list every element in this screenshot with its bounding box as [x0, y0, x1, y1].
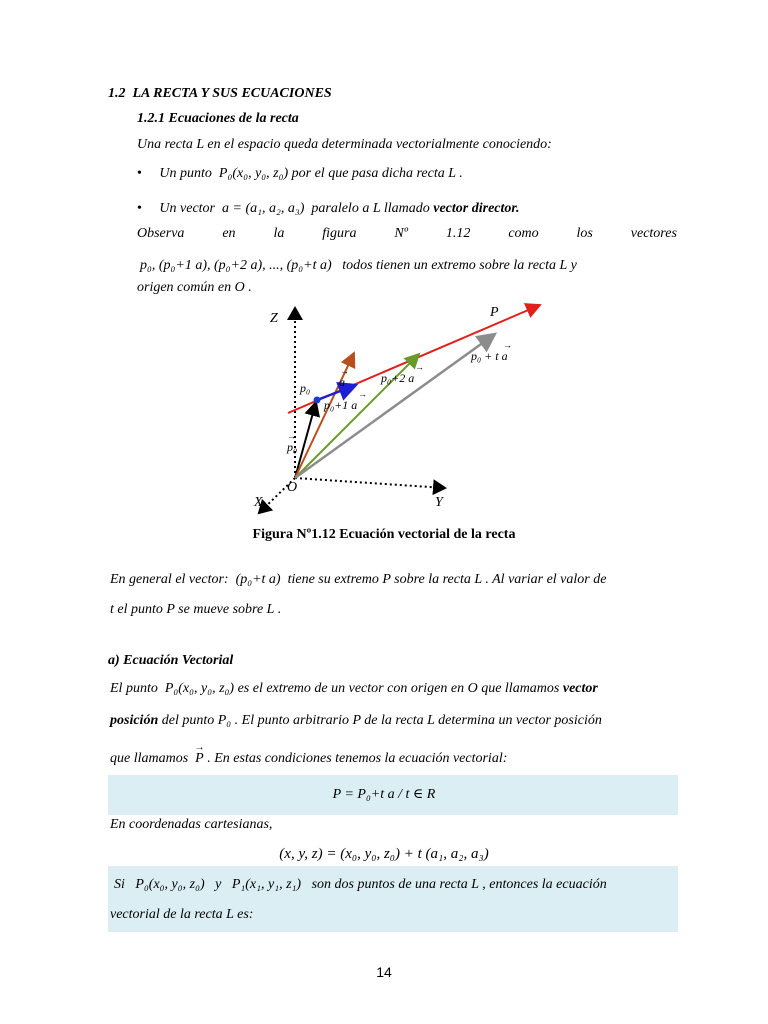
posicion-term: posición	[110, 713, 159, 728]
vec-arrow-icon: →	[287, 431, 296, 441]
cartesian-intro: En coordenadas cartesianas,	[110, 817, 273, 832]
subsection-a-heading: a) Ecuación Vectorial	[108, 653, 234, 668]
figure-caption: Figura Nº1.12 Ecuación vectorial de la recta	[252, 527, 516, 542]
section-heading: 1.2 LA RECTA Y SUS ECUACIONES	[108, 86, 332, 101]
label-p: P	[490, 305, 499, 320]
formula-p0: P₀(x₀, y₀, z₀)	[164, 681, 235, 696]
formula-p0-ta: (p₀+t a)	[235, 572, 281, 587]
intro-text: Una recta L en el espacio queda determinada vectorialmente conociendo:	[137, 137, 552, 152]
label-p0: p₀	[287, 440, 298, 454]
label-p0-1a: p₀+1 a	[324, 398, 358, 412]
bullet-vector: • Un vector a = (a₁, a₂, a₃) paralelo a L llamado vector director.	[137, 201, 520, 216]
general-line-1: En general el vector: (p₀+t a) tiene su extremo P sobre la recta L . Al variar el valor de	[110, 572, 607, 587]
vec-arrow-icon: →	[340, 366, 349, 376]
para-a-line-1: El punto P₀(x₀, y₀, z₀) es el extremo de un vector con origen en O que llamamos vector	[110, 681, 598, 696]
label-o: O	[287, 480, 298, 495]
cartesian-equation: (x, y, z) = (x₀, y₀, z₀) + t (a₁, a₂, a₃)	[279, 846, 489, 862]
para-a-line-3: que llamamos → P . En estas condiciones tenemos la ecuación vectorial:	[110, 751, 507, 767]
bullet-icon: •	[137, 166, 142, 181]
two-points-line-2: vectorial de la recta L es:	[110, 907, 254, 922]
formula-p1: P₁(x₁, y₁, z₁)	[231, 877, 302, 892]
label-p0-ta: p₀ + t a	[471, 349, 508, 363]
para-a-line-2: posición del punto P₀ . El punto arbitrario P de la recta L determina un vector posición	[110, 713, 602, 728]
formula-a: a = (a₁, a₂, a₃)	[222, 201, 305, 216]
observe-line: Observa en la figura Nº 1.12 como los vectores	[137, 226, 677, 241]
vector-term: vector	[562, 681, 598, 696]
page-number: 14	[376, 964, 392, 980]
label-a: a	[339, 375, 345, 389]
point-p0	[314, 397, 321, 404]
label-z: Z	[270, 311, 278, 326]
general-line-2: t el punto P se mueve sobre L .	[110, 602, 282, 617]
two-points-line-1: Si P₀(x₀, y₀, z₀) y P₁(x₁, y₁, z₁) son dos puntos de una recta L , entonces la ecuación	[114, 877, 607, 892]
label-y: Y	[435, 495, 443, 510]
figure-1-12	[240, 296, 550, 518]
origin-line: origen común en O .	[137, 280, 252, 295]
vec-arrow-icon: →	[358, 389, 367, 399]
vec-arrow-icon: →	[503, 340, 512, 350]
vectors-line: p₀, (p₀+1 a), (p₀+2 a), ..., (p₀+t a) todos tienen un extremo sobre la recta L y	[140, 258, 577, 273]
subsection-heading: 1.2.1 Ecuaciones de la recta	[137, 111, 299, 126]
formula-p0: P₀(x₀, y₀, z₀)	[218, 166, 289, 181]
vector-equation: P = P₀+t a / t ∈ R	[332, 787, 436, 802]
formula-P: → P	[195, 751, 204, 767]
formula-vector-list: p₀, (p₀+1 a), (p₀+2 a), ..., (p₀+t a)	[140, 258, 332, 273]
formula-p0: P₀(x₀, y₀, z₀)	[135, 877, 205, 892]
label-x: X	[254, 495, 263, 510]
label-p0-point: p₀	[300, 381, 311, 395]
y-axis	[295, 478, 445, 488]
bullet-point: • Un punto P₀(x₀, y₀, z₀) por el que pasa dicha recta L .	[137, 166, 463, 181]
vector-director-term: vector director.	[433, 201, 520, 216]
vec-arrow-icon: →	[415, 362, 424, 372]
bullet-icon: •	[137, 201, 142, 216]
label-p0-2a: p₀+2 a	[381, 371, 415, 385]
